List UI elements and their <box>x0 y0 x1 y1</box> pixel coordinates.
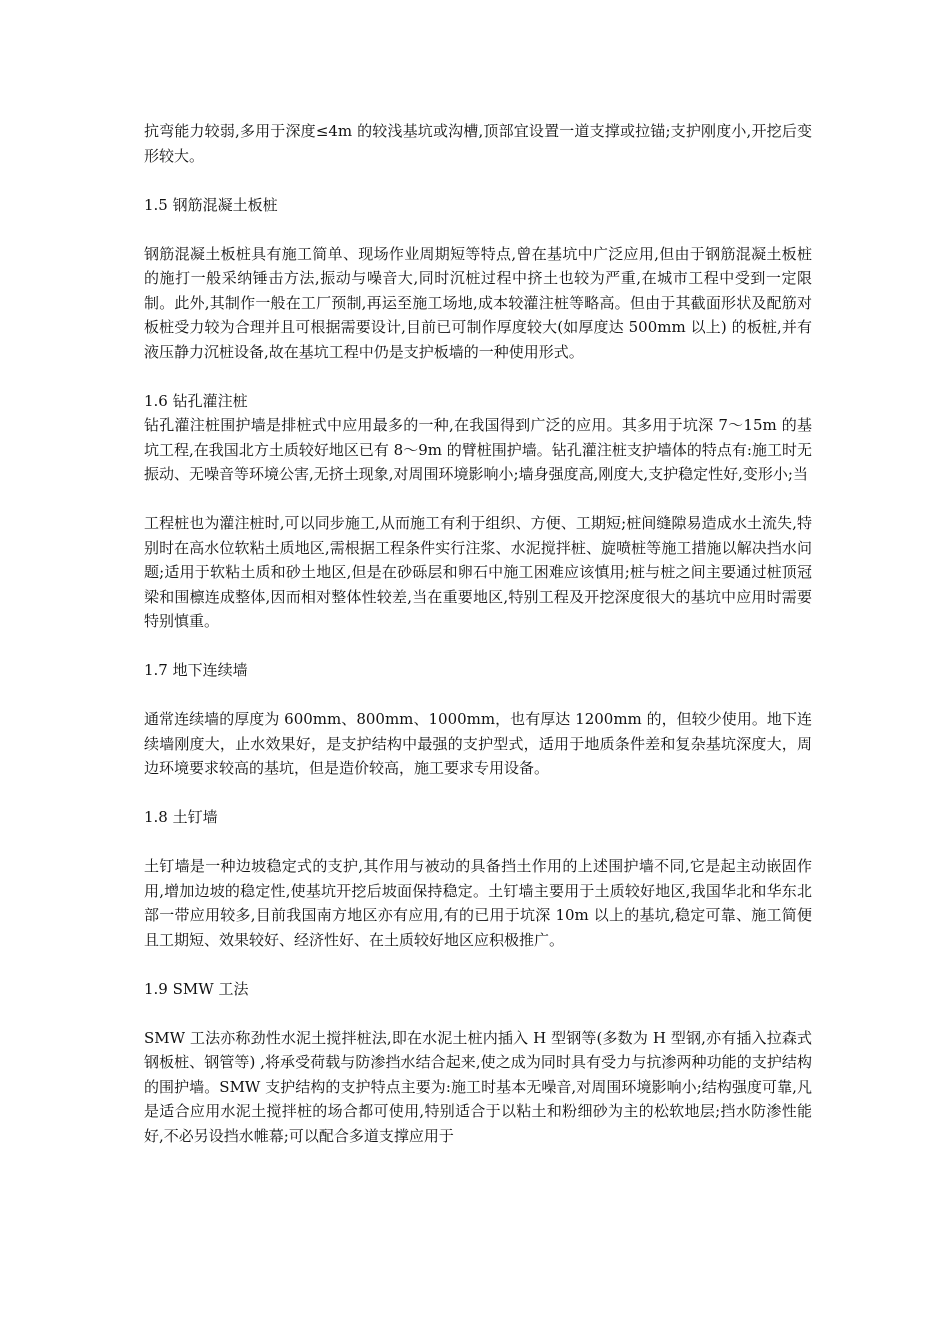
section-heading-1-9: 1.9 SMW 工法 <box>144 979 249 998</box>
section-heading-1-7: 1.7 地下连续墙 <box>144 661 248 679</box>
spacer <box>144 781 812 806</box>
paragraph-1-6a: 钻孔灌注桩围护墙是排桩式中应用最多的一种,在我国得到广泛的应用。其多用于坑深 7～15m 的基坑工程,在我国北方土质较好地区已有 8～9m 的臂桩围护墙。钻孔灌注桩支护墙体的特点有:施工时无振动、无噪音等环境公害,无挤土现象,对周围环境影响小;墙身强度高,刚度大,支护稳定性好,变形小;当 <box>144 416 812 483</box>
spacer <box>144 952 812 977</box>
spacer <box>144 168 812 193</box>
paragraph-1-7: 通常连续墙的厚度为 600mm、800mm、1000mm，也有厚达 1200mm 的，但较少使用。地下连续墙刚度大，止水效果好，是支护结构中最强的支护型式，适用于地质条件差和复杂基坑深度大，周边环境要求较高的基坑，但是造价较高，施工要求专用设备。 <box>144 710 812 777</box>
spacer <box>144 1001 812 1026</box>
spacer <box>144 634 812 659</box>
section-heading-1-6: 1.6 钻孔灌注桩 <box>144 391 248 410</box>
paragraph-1-8: 土钉墙是一种边坡稳定式的支护,其作用与被动的具备挡土作用的上述围护墙不同,它是起主动嵌固作用,增加边坡的稳定性,使基坑开挖后坡面保持稳定。土钉墙主要用于土质较好地区,我国华北和华东北部一带应用较多,目前我国南方地区亦有应用,有的已用于坑深 10m 以上的基坑,稳定可靠、施工简便且工期短、效果较好、经济性好、在土质较好地区应积极推广。 <box>144 857 812 949</box>
paragraph-intro: 抗弯能力较弱,多用于深度≤4m 的较浅基坑或沟槽,顶部宜设置一道支撑或拉锚;支护刚度小,开挖后变形较大。 <box>144 122 812 165</box>
section-heading-1-5: 1.5 钢筋混凝土板桩 <box>144 195 278 214</box>
document-page <box>144 119 812 1148</box>
section-heading-1-8: 1.8 土钉墙 <box>144 808 218 826</box>
paragraph-1-9: SMW 工法亦称劲性水泥土搅拌桩法,即在水泥土桩内插入 H 型钢等(多数为 H 型钢,亦有插入拉森式钢板桩、钢管等) ,将承受荷载与防渗挡水结合起来,使之成为同时具有受力与抗渗两种功能的支护结构的围护墙。SMW 支护结构的支护特点主要为:施工时基本无噪音,对周围环境影响小;结构强度可靠,凡是适合应用水泥土搅拌桩的场合都可使用,特别适合于以粘土和粉细砂为主的松软地层;挡水防渗性能好,不必另设挡水帷幕;可以配合多道支撑应用于 <box>144 1028 812 1145</box>
paragraph-1-5: 钢筋混凝土板桩具有施工简单、现场作业周期短等特点,曾在基坑中广泛应用,但由于钢筋混凝土板桩的施打一般采纳锤击方法,振动与噪音大,同时沉桩过程中挤土也较为严重,在城市工程中受到一定限制。此外,其制作一般在工厂预制,再运至施工场地,成本较灌注桩等略高。但由于其截面形状及配筋对板桩受力较为合理并且可根据需要设计,目前已可制作厚度较大(如厚度达 500mm 以上) 的板桩,并有液压静力沉桩设备,故在基坑工程中仍是支护板墙的一种使用形式。 <box>144 244 812 361</box>
spacer <box>144 217 812 242</box>
spacer <box>144 364 812 389</box>
paragraph-1-6b: 工程桩也为灌注桩时,可以同步施工,从而施工有利于组织、方便、工期短;桩间缝隙易造成水土流失,特别时在高水位软粘土质地区,需根据工程条件实行注浆、水泥搅拌桩、旋喷桩等施工措施以解决挡水问题;适用于软粘土质和砂土地区,但是在砂砾层和卵石中施工困难应该慎用;桩与桩之间主要通过桩顶冠梁和围檩连成整体,因而相对整体性较差,当在重要地区,特别工程及开挖深度很大的基坑中应用时需要特别慎重。 <box>144 514 812 630</box>
spacer <box>144 487 812 512</box>
spacer <box>144 830 812 855</box>
spacer <box>144 683 812 708</box>
